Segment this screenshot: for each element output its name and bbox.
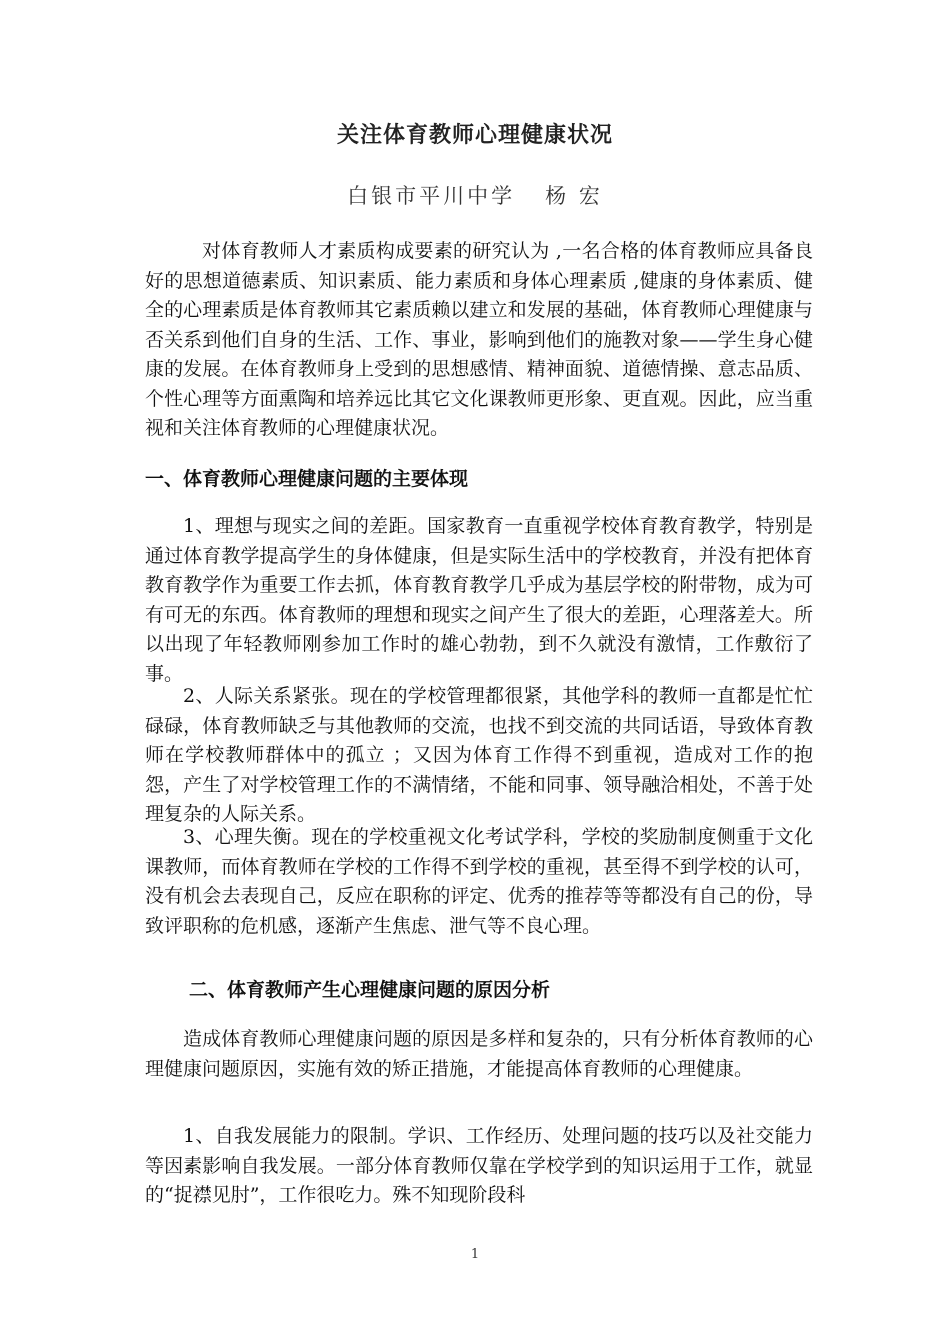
section-1-paragraph: 3、心理失衡。现在的学校重视文化考试学科，学校的奖励制度侧重于文化课教师，而体育教师在学校的工作得不到学校的重视，甚至得不到学校的认可，没有机会去表现自己，反应在职称的评定、优秀的推荐等等都没有自己的份，导致评职称的危机感，逐渐产生焦虑、泄气等不良心理。 <box>145 826 813 937</box>
section-2-heading: 二、体育教师产生心理健康问题的原因分析 <box>189 979 551 1001</box>
document-title: 关注体育教师心理健康状况 <box>336 123 613 148</box>
section-1-heading-block <box>145 465 813 495</box>
intro-paragraph: 对体育教师人才素质构成要素的研究认为 ,一名合格的体育教师应具备良好的思想道德素质、知识素质、能力素质和身体心理素质 ,健康的身体素质、健全的心理素质是体育教师其它素质赖以建立和发展的基础，体育教师心理健康与否关系到他们自身的生活、工作、事业，影响到他们的施教对象——学生身心健康的发展。在体育教师身上受到的思想感情、精神面貌、道德情操、意志品质、个性心理等方面熏陶和培养远比其它文化课教师更形象、更直观。因此，应当重视和关注体育教师的心理健康状况。 <box>145 240 813 439</box>
page-number: 1 <box>470 1247 480 1262</box>
section-1-paragraph: 2、人际关系紧张。现在的学校管理都很紧，其他学科的教师一直都是忙忙碌碌，体育教师缺乏与其他教师的交流，也找不到交流的共同话语，导致体育教师在学校教师群体中的孤立 ；又因为体育工作得不到重视，造成对工作的抱怨，产生了对学校管理工作的不满情绪，不能和同事、领导融洽相处，不善于处理复杂的人际关系。 <box>145 685 813 825</box>
section-1-heading: 一、体育教师心理健康问题的主要体现 <box>145 468 469 490</box>
section-1-paragraph-1-block <box>145 512 813 689</box>
section-1-paragraph-2-block <box>145 682 813 830</box>
byline-author: 杨 宏 <box>545 184 603 208</box>
section-1-paragraph-3-block <box>145 823 813 941</box>
section-1-paragraph: 1、理想与现实之间的差距。国家教育一直重视学校体育教育教学，特别是通过体育教学提高学生的身体健康，但是实际生活中的学校教育，并没有把体育教育教学作为重要工作去抓，体育教育教学几乎成为基层学校的附带物，成为可有可无的东西。体育教师的理想和现实之间产生了很大的差距，心理落差大。所以出现了年轻教师刚参加工作时的雄心勃勃，到不久就没有激情，工作敷衍了事。 <box>145 515 813 685</box>
section-2-paragraph-1-block <box>145 1025 813 1084</box>
byline <box>0 180 950 210</box>
section-2-paragraph-2-block <box>145 1122 813 1211</box>
section-2-paragraph: 1、自我发展能力的限制。学识、工作经历、处理问题的技巧以及社交能力等因素影响自我发展。一部分体育教师仅靠在学校学到的知识运用于工作，就显的“捉襟见肘”，工作很吃力。殊不知现阶段科 <box>145 1125 813 1206</box>
section-2-heading-block <box>145 976 813 1006</box>
intro-block <box>145 237 813 444</box>
byline-school: 白银市平川中学 <box>347 184 516 208</box>
section-2-paragraph: 造成体育教师心理健康问题的原因是多样和复杂的，只有分析体育教师的心理健康问题原因，实施有效的矫正措施，才能提高体育教师的心理健康。 <box>145 1028 813 1080</box>
